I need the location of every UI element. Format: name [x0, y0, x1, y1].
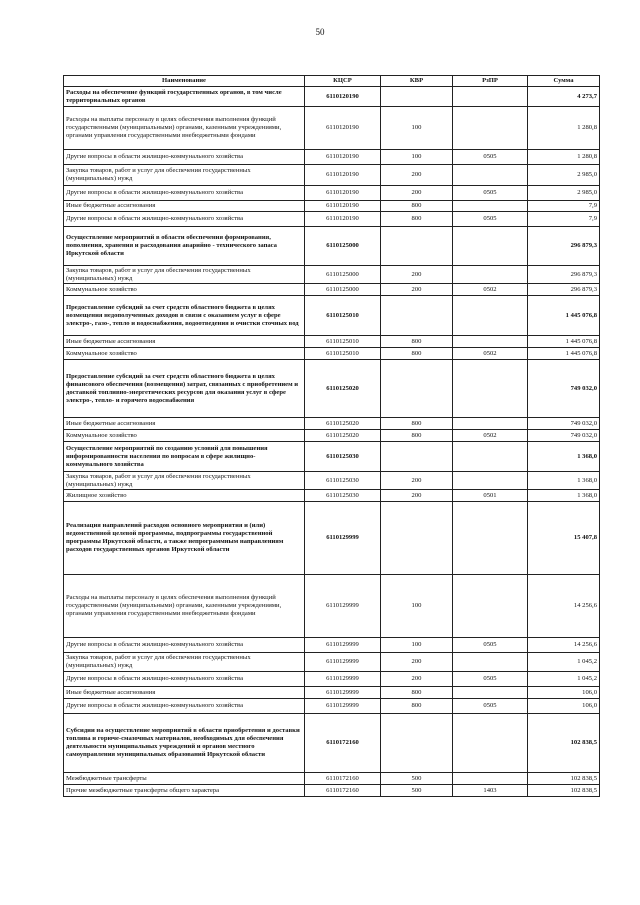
cell-kvr: 800: [381, 212, 453, 227]
cell-kcsr: 6110125010: [305, 296, 381, 336]
cell-name: Иные бюджетные ассигнования: [64, 687, 305, 699]
cell-kvr: [381, 442, 453, 472]
cell-kcsr: 6110120190: [305, 201, 381, 212]
cell-kcsr: 6110129999: [305, 638, 381, 653]
header-kcsr: КЦСР: [305, 76, 381, 87]
cell-rzpr: [453, 472, 528, 490]
cell-name: Закупка товаров, работ и услуг для обеспечения государственных (муниципальных) нужд: [64, 472, 305, 490]
cell-rzpr: 0505: [453, 672, 528, 687]
cell-sum: 1 445 076,8: [528, 296, 600, 336]
cell-kcsr: 6110129999: [305, 502, 381, 575]
cell-name: Прочие межбюджетные трансферты общего характера: [64, 785, 305, 797]
cell-sum: 15 407,8: [528, 502, 600, 575]
cell-sum: 1 045,2: [528, 653, 600, 672]
cell-rzpr: 0505: [453, 212, 528, 227]
cell-rzpr: [453, 107, 528, 150]
cell-sum: 749 032,0: [528, 418, 600, 430]
table-row: [64, 472, 600, 490]
cell-rzpr: [453, 418, 528, 430]
cell-kvr: [381, 360, 453, 418]
cell-kcsr: 6110125010: [305, 336, 381, 348]
cell-rzpr: 0502: [453, 284, 528, 296]
table-row: [64, 336, 600, 348]
cell-name: Иные бюджетные ассигнования: [64, 418, 305, 430]
cell-rzpr: 0502: [453, 348, 528, 360]
table-row: [64, 575, 600, 638]
cell-sum: 1 045,2: [528, 672, 600, 687]
cell-kvr: [381, 714, 453, 773]
cell-kcsr: 6110172160: [305, 773, 381, 785]
cell-kvr: 800: [381, 418, 453, 430]
cell-sum: 1 368,0: [528, 442, 600, 472]
cell-kcsr: 6110120190: [305, 212, 381, 227]
cell-rzpr: [453, 575, 528, 638]
cell-kcsr: 6110120190: [305, 107, 381, 150]
cell-sum: 7,9: [528, 201, 600, 212]
cell-sum: 296 879,3: [528, 266, 600, 284]
cell-rzpr: 1403: [453, 785, 528, 797]
cell-name: Расходы на обеспечение функций государственных органов, в том числе территориальных органов: [64, 87, 305, 107]
cell-name: Предоставление субсидий за счет средств областного бюджета в целях возмещения недополученных доходов в связи с оказанием услуг в сфере электро-, газо-, тепло и водоснабжения, водоотведения и очистки сточных вод: [64, 296, 305, 336]
cell-rzpr: 0505: [453, 638, 528, 653]
cell-kcsr: 6110125000: [305, 284, 381, 296]
cell-rzpr: 0502: [453, 430, 528, 442]
cell-name: Коммунальное хозяйство: [64, 284, 305, 296]
table-row: [64, 785, 600, 797]
table-row: [64, 165, 600, 186]
cell-name: Предоставление субсидий за счет средств областного бюджета в целях финансового обеспечения (возмещения) затрат, связанных с приобретением и доставкой топливно-энергетических ресурсов для оказания услуг в сфере электро-, тепло- и горячего водоснабжения: [64, 360, 305, 418]
cell-rzpr: [453, 360, 528, 418]
cell-rzpr: [453, 266, 528, 284]
cell-name: Расходы на выплаты персоналу в целях обеспечения выполнения функций государственными (муниципальными) органами, казенными учреждениями, органами управления государственными внебюджетными фондами: [64, 107, 305, 150]
cell-kvr: 200: [381, 266, 453, 284]
cell-kcsr: 6110129999: [305, 687, 381, 699]
cell-kcsr: 6110125020: [305, 360, 381, 418]
table-row: [64, 430, 600, 442]
cell-kcsr: 6110125010: [305, 348, 381, 360]
cell-sum: 1 445 076,8: [528, 348, 600, 360]
table-row: [64, 266, 600, 284]
cell-kvr: [381, 502, 453, 575]
cell-name: Жилищное хозяйство: [64, 490, 305, 502]
cell-kcsr: 6110125020: [305, 418, 381, 430]
cell-sum: 106,0: [528, 699, 600, 714]
cell-rzpr: [453, 201, 528, 212]
table-row: [64, 502, 600, 575]
cell-kcsr: 6110125000: [305, 227, 381, 266]
cell-kcsr: 6110172160: [305, 785, 381, 797]
cell-kcsr: 6110129999: [305, 575, 381, 638]
header-name: Наименование: [64, 76, 305, 87]
cell-sum: 2 985,0: [528, 165, 600, 186]
cell-name: Межбюджетные трансферты: [64, 773, 305, 785]
cell-kvr: 800: [381, 348, 453, 360]
table-row: [64, 638, 600, 653]
table-row: [64, 672, 600, 687]
cell-sum: 749 032,0: [528, 430, 600, 442]
cell-rzpr: 0505: [453, 699, 528, 714]
cell-kvr: 100: [381, 575, 453, 638]
cell-rzpr: [453, 687, 528, 699]
cell-kvr: 200: [381, 490, 453, 502]
cell-name: Закупка товаров, работ и услуг для обеспечения государственных (муниципальных) нужд: [64, 653, 305, 672]
cell-name: Другие вопросы в области жилищно-коммунального хозяйства: [64, 150, 305, 165]
table-row: [64, 653, 600, 672]
cell-kcsr: 6110125030: [305, 442, 381, 472]
table-row: [64, 687, 600, 699]
cell-rzpr: 0505: [453, 186, 528, 201]
cell-sum: 14 256,6: [528, 575, 600, 638]
cell-kvr: 200: [381, 186, 453, 201]
cell-sum: 106,0: [528, 687, 600, 699]
cell-kcsr: 6110129999: [305, 653, 381, 672]
cell-sum: 1 445 076,8: [528, 336, 600, 348]
table-row: [64, 150, 600, 165]
header-rzpr: РзПР: [453, 76, 528, 87]
budget-table: [63, 75, 600, 797]
header-kvr: КВР: [381, 76, 453, 87]
table-header-row: [64, 76, 600, 87]
cell-sum: 7,9: [528, 212, 600, 227]
cell-kvr: [381, 296, 453, 336]
cell-kcsr: 6110125030: [305, 472, 381, 490]
cell-sum: 749 032,0: [528, 360, 600, 418]
cell-sum: 1 280,8: [528, 150, 600, 165]
cell-kvr: 200: [381, 284, 453, 296]
cell-rzpr: [453, 296, 528, 336]
cell-kvr: 100: [381, 638, 453, 653]
cell-kvr: 800: [381, 201, 453, 212]
table-row: [64, 107, 600, 150]
table-row: [64, 284, 600, 296]
cell-name: Реализация направлений расходов основного мероприятия и (или) ведомственной целевой программы, подпрограммы государственной программы Иркутской области, а также непрограммным направлениям расходов государственных органов Иркутской области: [64, 502, 305, 575]
cell-kvr: 800: [381, 699, 453, 714]
cell-sum: 2 985,0: [528, 186, 600, 201]
cell-name: Осуществление мероприятий в области обеспечения формирования, пополнения, хранения и расходования аварийно - технического запаса Иркутской области: [64, 227, 305, 266]
cell-rzpr: [453, 87, 528, 107]
table-row: [64, 773, 600, 785]
cell-kvr: 800: [381, 430, 453, 442]
cell-name: Закупка товаров, работ и услуг для обеспечения государственных (муниципальных) нужд: [64, 165, 305, 186]
cell-kvr: 200: [381, 653, 453, 672]
cell-name: Другие вопросы в области жилищно-коммунального хозяйства: [64, 672, 305, 687]
cell-rzpr: [453, 442, 528, 472]
page-number: 50: [315, 27, 325, 37]
cell-kcsr: 6110120190: [305, 87, 381, 107]
cell-kvr: [381, 87, 453, 107]
cell-kcsr: 6110129999: [305, 699, 381, 714]
cell-kvr: 500: [381, 773, 453, 785]
cell-rzpr: [453, 165, 528, 186]
cell-kcsr: 6110120190: [305, 150, 381, 165]
table-row: [64, 227, 600, 266]
cell-name: Расходы на выплаты персоналу в целях обеспечения выполнения функций государственными (муниципальными) органами, казенными учреждениями, органами управления государственными внебюджетными фондами: [64, 575, 305, 638]
cell-name: Иные бюджетные ассигнования: [64, 336, 305, 348]
cell-sum: 4 273,7: [528, 87, 600, 107]
cell-kcsr: 6110125030: [305, 490, 381, 502]
cell-kvr: 100: [381, 150, 453, 165]
table-row: [64, 348, 600, 360]
table-row: [64, 714, 600, 773]
cell-rzpr: [453, 773, 528, 785]
cell-name: Субсидии на осуществление мероприятий в области приобретения и доставки топлива и горюче-смазочных материалов, необходимых для обеспечения деятельности муниципальных учреждений и органов местного самоуправления муниципальных образований Иркутской области: [64, 714, 305, 773]
cell-kcsr: 6110125020: [305, 430, 381, 442]
cell-kcsr: 6110120190: [305, 165, 381, 186]
table-body: [64, 87, 600, 797]
table-row: [64, 490, 600, 502]
cell-name: Осуществление мероприятий по созданию условий для повышения информированности населения по вопросам в сфере жилищно-коммунального хозяйства: [64, 442, 305, 472]
table-row: [64, 360, 600, 418]
cell-rzpr: [453, 502, 528, 575]
cell-sum: 102 838,5: [528, 714, 600, 773]
cell-kcsr: 6110129999: [305, 672, 381, 687]
cell-sum: 296 879,3: [528, 284, 600, 296]
cell-name: Закупка товаров, работ и услуг для обеспечения государственных (муниципальных) нужд: [64, 266, 305, 284]
cell-sum: 14 256,6: [528, 638, 600, 653]
cell-kcsr: 6110125000: [305, 266, 381, 284]
cell-sum: 296 879,3: [528, 227, 600, 266]
cell-rzpr: [453, 653, 528, 672]
cell-name: Другие вопросы в области жилищно-коммунального хозяйства: [64, 186, 305, 201]
cell-kvr: 200: [381, 672, 453, 687]
cell-name: Коммунальное хозяйство: [64, 348, 305, 360]
cell-kvr: 200: [381, 472, 453, 490]
cell-rzpr: 0505: [453, 150, 528, 165]
cell-rzpr: [453, 714, 528, 773]
table-row: [64, 296, 600, 336]
cell-sum: 1 368,0: [528, 490, 600, 502]
cell-name: Другие вопросы в области жилищно-коммунального хозяйства: [64, 699, 305, 714]
table-row: [64, 87, 600, 107]
table-row: [64, 699, 600, 714]
cell-name: Иные бюджетные ассигнования: [64, 201, 305, 212]
cell-sum: 1 368,0: [528, 472, 600, 490]
cell-kvr: 500: [381, 785, 453, 797]
cell-kvr: 800: [381, 687, 453, 699]
table-row: [64, 212, 600, 227]
table-row: [64, 201, 600, 212]
cell-kcsr: 6110172160: [305, 714, 381, 773]
cell-kvr: 200: [381, 165, 453, 186]
cell-sum: 1 280,8: [528, 107, 600, 150]
cell-kvr: 100: [381, 107, 453, 150]
table-row: [64, 442, 600, 472]
cell-name: Другие вопросы в области жилищно-коммунального хозяйства: [64, 212, 305, 227]
cell-sum: 102 838,5: [528, 773, 600, 785]
table-row: [64, 186, 600, 201]
cell-kvr: 800: [381, 336, 453, 348]
table-row: [64, 418, 600, 430]
cell-sum: 102 838,5: [528, 785, 600, 797]
cell-kvr: [381, 227, 453, 266]
cell-name: Коммунальное хозяйство: [64, 430, 305, 442]
cell-name: Другие вопросы в области жилищно-коммунального хозяйства: [64, 638, 305, 653]
cell-rzpr: 0501: [453, 490, 528, 502]
cell-rzpr: [453, 336, 528, 348]
cell-kcsr: 6110120190: [305, 186, 381, 201]
header-sum: Сумма: [528, 76, 600, 87]
cell-rzpr: [453, 227, 528, 266]
